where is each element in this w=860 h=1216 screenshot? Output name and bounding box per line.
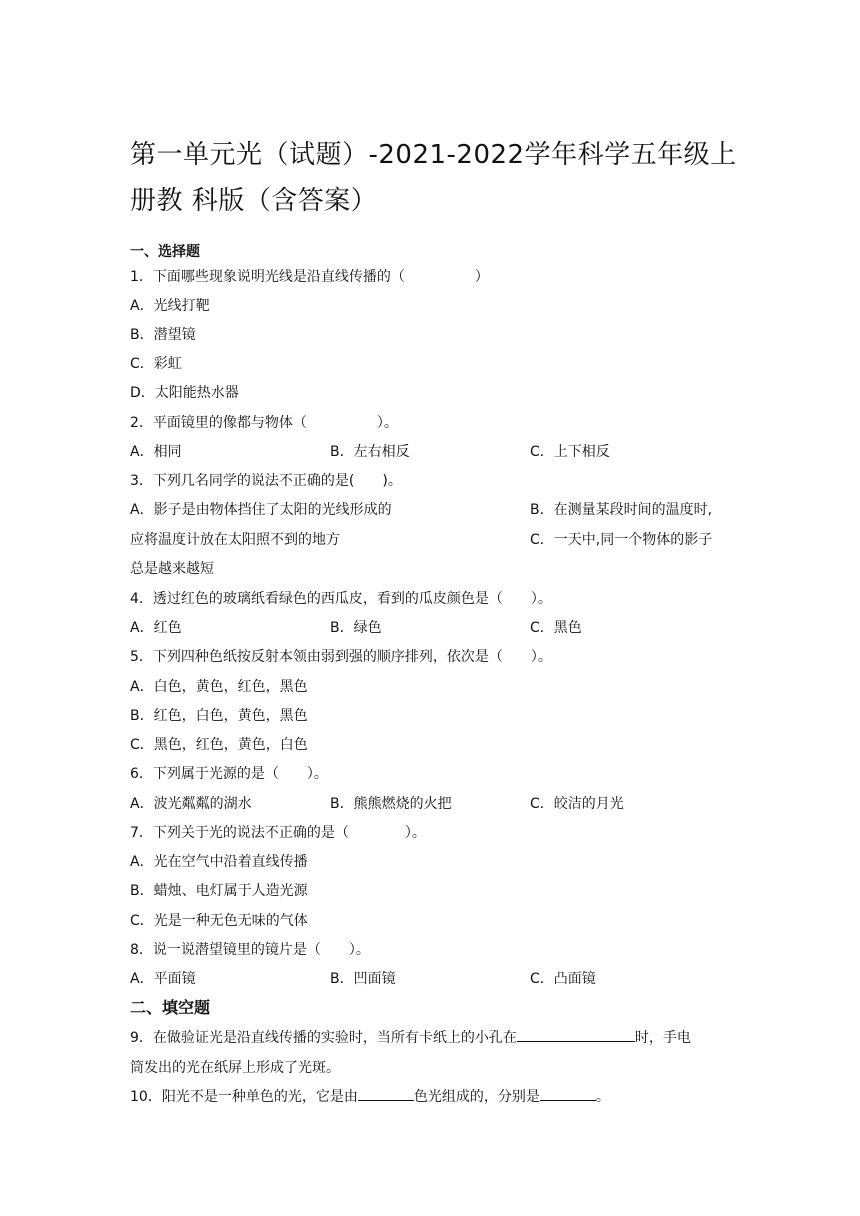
question-6-option-a: A．波光粼粼的湖水 bbox=[130, 796, 252, 812]
question-5-option-b: B．红色，白色，黄色，黑色 bbox=[130, 708, 308, 724]
question-4-option-c: C．黑色 bbox=[530, 620, 582, 636]
question-5-option-c: C．黑色，红色，黄色，白色 bbox=[130, 737, 308, 753]
question-4-stem: 4．透过红色的玻璃纸看绿色的西瓜皮，看到的瓜皮颜色是（ ）。 bbox=[130, 591, 552, 607]
question-5-stem: 5．下列四种色纸按反射本领由弱到强的顺序排列，依次是（ ）。 bbox=[130, 649, 552, 665]
question-7-option-c: C．光是一种无色无味的气体 bbox=[130, 913, 308, 929]
question-8-option-c: C．凸面镜 bbox=[530, 971, 596, 987]
question-8-option-b: B．凹面镜 bbox=[330, 971, 396, 987]
question-1-option-d: D．太阳能热水器 bbox=[130, 385, 239, 401]
question-2-option-b: B．左右相反 bbox=[330, 444, 410, 460]
question-3-option-c-line2: 总是越来越短 bbox=[130, 561, 214, 577]
question-2-stem: 2．平面镜里的像都与物体（ ）。 bbox=[130, 415, 398, 431]
question-9-answer-blank[interactable] bbox=[517, 1027, 635, 1042]
question-1-option-c: C．彩虹 bbox=[130, 356, 182, 372]
question-9-text-1: 9．在做验证光是沿直线传播的实验时，当所有卡纸上的小孔在 bbox=[130, 1030, 517, 1046]
question-1-option-a: A．光线打靶 bbox=[130, 298, 210, 314]
question-9-text-2: 时，手电 bbox=[634, 1030, 691, 1046]
question-10-text-2: 色光组成的，分别是 bbox=[413, 1089, 540, 1105]
question-3-option-c-line1: C．一天中,同一个物体的影子 bbox=[530, 532, 713, 548]
question-7-stem: 7．下列关于光的说法不正确的是（ ）。 bbox=[130, 825, 426, 841]
question-3-option-a: A．影子是由物体挡住了太阳的光线形成的 bbox=[130, 502, 392, 518]
question-6-option-c: C．皎洁的月光 bbox=[530, 796, 624, 812]
question-2-option-a: A．相同 bbox=[130, 444, 182, 460]
section-heading-choice: 一、选择题 bbox=[130, 244, 200, 260]
question-10-answer-blank-1[interactable] bbox=[358, 1086, 414, 1101]
question-4-option-b: B．绿色 bbox=[330, 620, 382, 636]
question-10-answer-blank-2[interactable] bbox=[540, 1086, 596, 1101]
question-10-text-1: 10．阳光不是一种单色的光，它是由 bbox=[130, 1089, 358, 1105]
question-10-text-3: 。 bbox=[595, 1089, 610, 1105]
question-6-option-b: B．熊熊燃烧的火把 bbox=[330, 796, 452, 812]
question-2-option-c: C．上下相反 bbox=[530, 444, 610, 460]
question-7-option-a: A．光在空气中沿着直线传播 bbox=[130, 854, 308, 870]
question-8-option-a: A．平面镜 bbox=[130, 971, 196, 987]
question-9-line2: 筒发出的光在纸屏上形成了光斑。 bbox=[130, 1060, 340, 1076]
document-title: 第一单元光（试题）-2021-2022学年科学五年级上册教 科版（含答案） bbox=[130, 140, 737, 216]
question-5-option-a: A．白色，黄色，红色，黑色 bbox=[130, 679, 308, 695]
question-6-stem: 6．下列属于光源的是（ ）。 bbox=[130, 766, 328, 782]
question-8-stem: 8．说一说潜望镜里的镜片是（ ）。 bbox=[130, 942, 370, 958]
question-10-line bbox=[130, 1086, 610, 1108]
question-3-stem: 3．下列几名同学的说法不正确的是( )。 bbox=[130, 473, 402, 489]
question-4-option-a: A．红色 bbox=[130, 620, 182, 636]
question-3-option-b-line1: B．在测量某段时间的温度时, bbox=[530, 502, 713, 518]
section-heading-fill: 二、填空题 bbox=[130, 998, 211, 1017]
question-1-stem: 1．下面哪些现象说明光线是沿直线传播的（ ） bbox=[130, 269, 489, 285]
question-7-option-b: B．蜡烛、电灯属于人造光源 bbox=[130, 883, 308, 899]
question-3-option-b-line2: 应将温度计放在太阳照不到的地方 bbox=[130, 532, 340, 548]
question-9-line1 bbox=[130, 1027, 691, 1049]
question-1-option-b: B．潜望镜 bbox=[130, 327, 196, 343]
